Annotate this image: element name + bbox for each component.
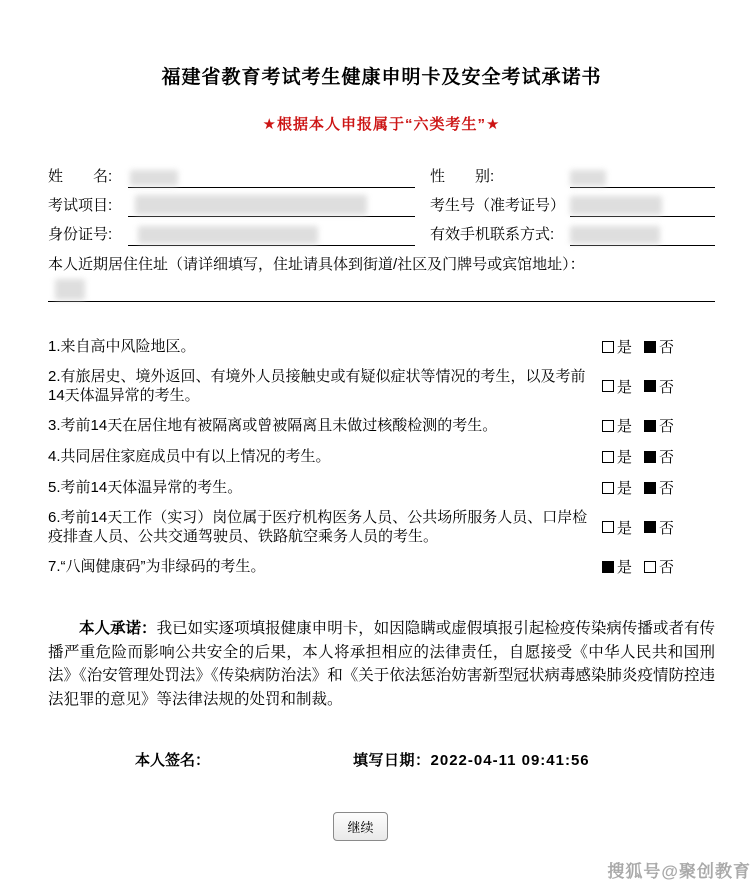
signature-label: 本人签名： [135, 752, 211, 769]
question-row [48, 446, 715, 467]
checkbox-no-box [644, 482, 656, 494]
fill-date-label: 填写日期： [353, 752, 431, 769]
checkbox-no[interactable] [644, 415, 674, 436]
phone-field[interactable] [570, 222, 715, 246]
checkbox-no[interactable] [644, 477, 674, 498]
checkbox-no[interactable] [644, 376, 674, 397]
checkbox-no[interactable] [644, 556, 674, 577]
question-row [48, 508, 715, 546]
question-text: 2.有旅居史、境外返回、有境外人员接触史或有疑似症状等情况的考生，以及考前14天体温异常的考生。 [48, 368, 586, 404]
checkbox-no-label: 否 [658, 449, 674, 466]
commitment-paragraph [48, 617, 715, 711]
question-text: 6.考前14天工作（实习）岗位属于医疗机构医务人员、公共场所服务人员、口岸检疫排查人员、公共交通驾驶员、铁路航空乘务人员的考生。 [48, 509, 588, 545]
personal-info-grid [48, 159, 715, 246]
name-redacted-value [130, 170, 178, 186]
page-subtitle: ★根据本人申报属于“六类考生”★ [262, 116, 501, 133]
checkbox-no-box [644, 341, 656, 353]
id-label: 身份证号: [48, 226, 113, 243]
question-row [48, 556, 715, 577]
checkbox-yes-label: 是 [616, 519, 632, 537]
phone-label: 有效手机联系方式: [430, 226, 555, 243]
checkbox-yes[interactable] [602, 336, 632, 357]
checkbox-no-box [644, 521, 656, 533]
name-field[interactable] [128, 164, 415, 188]
checkbox-yes[interactable] [602, 556, 632, 577]
exam-redacted-value [135, 195, 367, 215]
checkbox-yes-box [602, 341, 614, 353]
signature-row [48, 749, 715, 770]
checkbox-no-box [644, 380, 656, 392]
continue-button[interactable]: 继续 [333, 812, 387, 841]
checkbox-no-box [644, 451, 656, 463]
checkbox-yes-label: 是 [616, 378, 632, 396]
checkbox-no-label: 否 [658, 418, 674, 435]
checkbox-no-label: 否 [658, 559, 674, 576]
answer-group [602, 415, 674, 436]
checkbox-yes[interactable] [602, 517, 632, 538]
gender-row [415, 159, 715, 188]
question-text: 3.考前14天在居住地有被隔离或曾被隔离且未做过核酸检测的考生。 [48, 417, 498, 434]
question-row [48, 477, 715, 498]
checkbox-yes[interactable] [602, 376, 632, 397]
checkbox-no[interactable] [644, 517, 674, 538]
question-row [48, 336, 715, 357]
question-row [48, 415, 715, 436]
answer-group [602, 517, 674, 538]
answer-group [602, 556, 674, 577]
checkbox-yes-label: 是 [616, 559, 632, 576]
candidate-no-field[interactable] [570, 193, 715, 217]
commitment-body: 我已如实逐项填报健康申明卡，如因隐瞒或虚假填报引起检疫传染病传播或者有传播严重危险而影响公共安全的后果，本人将承担相应的法律责任，自愿接受《中华人民共和国刑法》《治安管理处罚法》《传染病防治法》和《关于依法惩治妨害新型冠状病毒感染肺炎疫情防控违法犯罪的意见》等法律法规的处罚和制裁。 [48, 620, 715, 708]
checkbox-yes-box [602, 561, 614, 573]
checkbox-no[interactable] [644, 336, 674, 357]
gender-label: 性 别: [430, 168, 495, 185]
phone-row [415, 217, 715, 246]
checkbox-no-box [644, 420, 656, 432]
candidate-no-label: 考生号（准考证号） [430, 197, 566, 214]
question-text: 5.考前14天体温异常的考生。 [48, 479, 243, 496]
checkbox-yes-box [602, 380, 614, 392]
id-redacted-value [138, 226, 318, 244]
button-row [48, 812, 715, 841]
address-field[interactable] [48, 276, 715, 302]
candidate-no-row [415, 188, 715, 217]
answer-group [602, 477, 674, 498]
checkbox-yes-box [602, 482, 614, 494]
exam-label: 考试项目: [48, 197, 113, 214]
id-field[interactable] [128, 222, 415, 246]
fill-date-value: 2022-04-11 09:41:56 [430, 752, 590, 769]
checkbox-yes[interactable] [602, 415, 632, 436]
question-text: 1.来自高中风险地区。 [48, 338, 196, 355]
phone-redacted-value [570, 226, 660, 244]
gender-field[interactable] [570, 164, 715, 188]
checkbox-yes-label: 是 [616, 480, 632, 497]
checkbox-yes-label: 是 [616, 418, 632, 435]
candidate-no-redacted-value [570, 196, 662, 215]
name-label: 姓 名: [48, 168, 113, 185]
answer-group [602, 446, 674, 467]
exam-field[interactable] [128, 193, 415, 217]
checkbox-yes[interactable] [602, 477, 632, 498]
question-list [48, 336, 715, 577]
health-declaration-form [0, 62, 755, 841]
checkbox-yes[interactable] [602, 446, 632, 467]
checkbox-yes-label: 是 [616, 339, 632, 356]
checkbox-yes-box [602, 420, 614, 432]
question-row [48, 367, 715, 405]
checkbox-no-label: 否 [658, 378, 674, 396]
fill-date [353, 749, 590, 770]
answer-group [602, 336, 674, 357]
question-text: 4.共同居住家庭成员中有以上情况的考生。 [48, 448, 331, 465]
checkbox-no[interactable] [644, 446, 674, 467]
id-row [48, 217, 415, 246]
watermark: 搜狐号@聚创教育 [607, 862, 751, 881]
page-title: 福建省教育考试考生健康申明卡及安全考试承诺书 [161, 67, 602, 88]
answer-group [602, 376, 674, 397]
name-row [48, 159, 415, 188]
checkbox-yes-label: 是 [616, 449, 632, 466]
checkbox-no-label: 否 [658, 339, 674, 356]
address-redacted-value [55, 279, 85, 300]
checkbox-yes-box [602, 521, 614, 533]
commitment-lead: 本人承诺： [79, 620, 157, 637]
question-text: 7.“八闽健康码”为非绿码的考生。 [48, 558, 266, 575]
exam-row [48, 188, 415, 217]
checkbox-no-label: 否 [658, 480, 674, 497]
gender-redacted-value [570, 170, 606, 186]
address-label: 本人近期居住住址（请详细填写，住址请具体到街道/社区及门牌号或宾馆地址）： [48, 256, 585, 273]
checkbox-no-box [644, 561, 656, 573]
checkbox-no-label: 否 [658, 519, 674, 537]
checkbox-yes-box [602, 451, 614, 463]
